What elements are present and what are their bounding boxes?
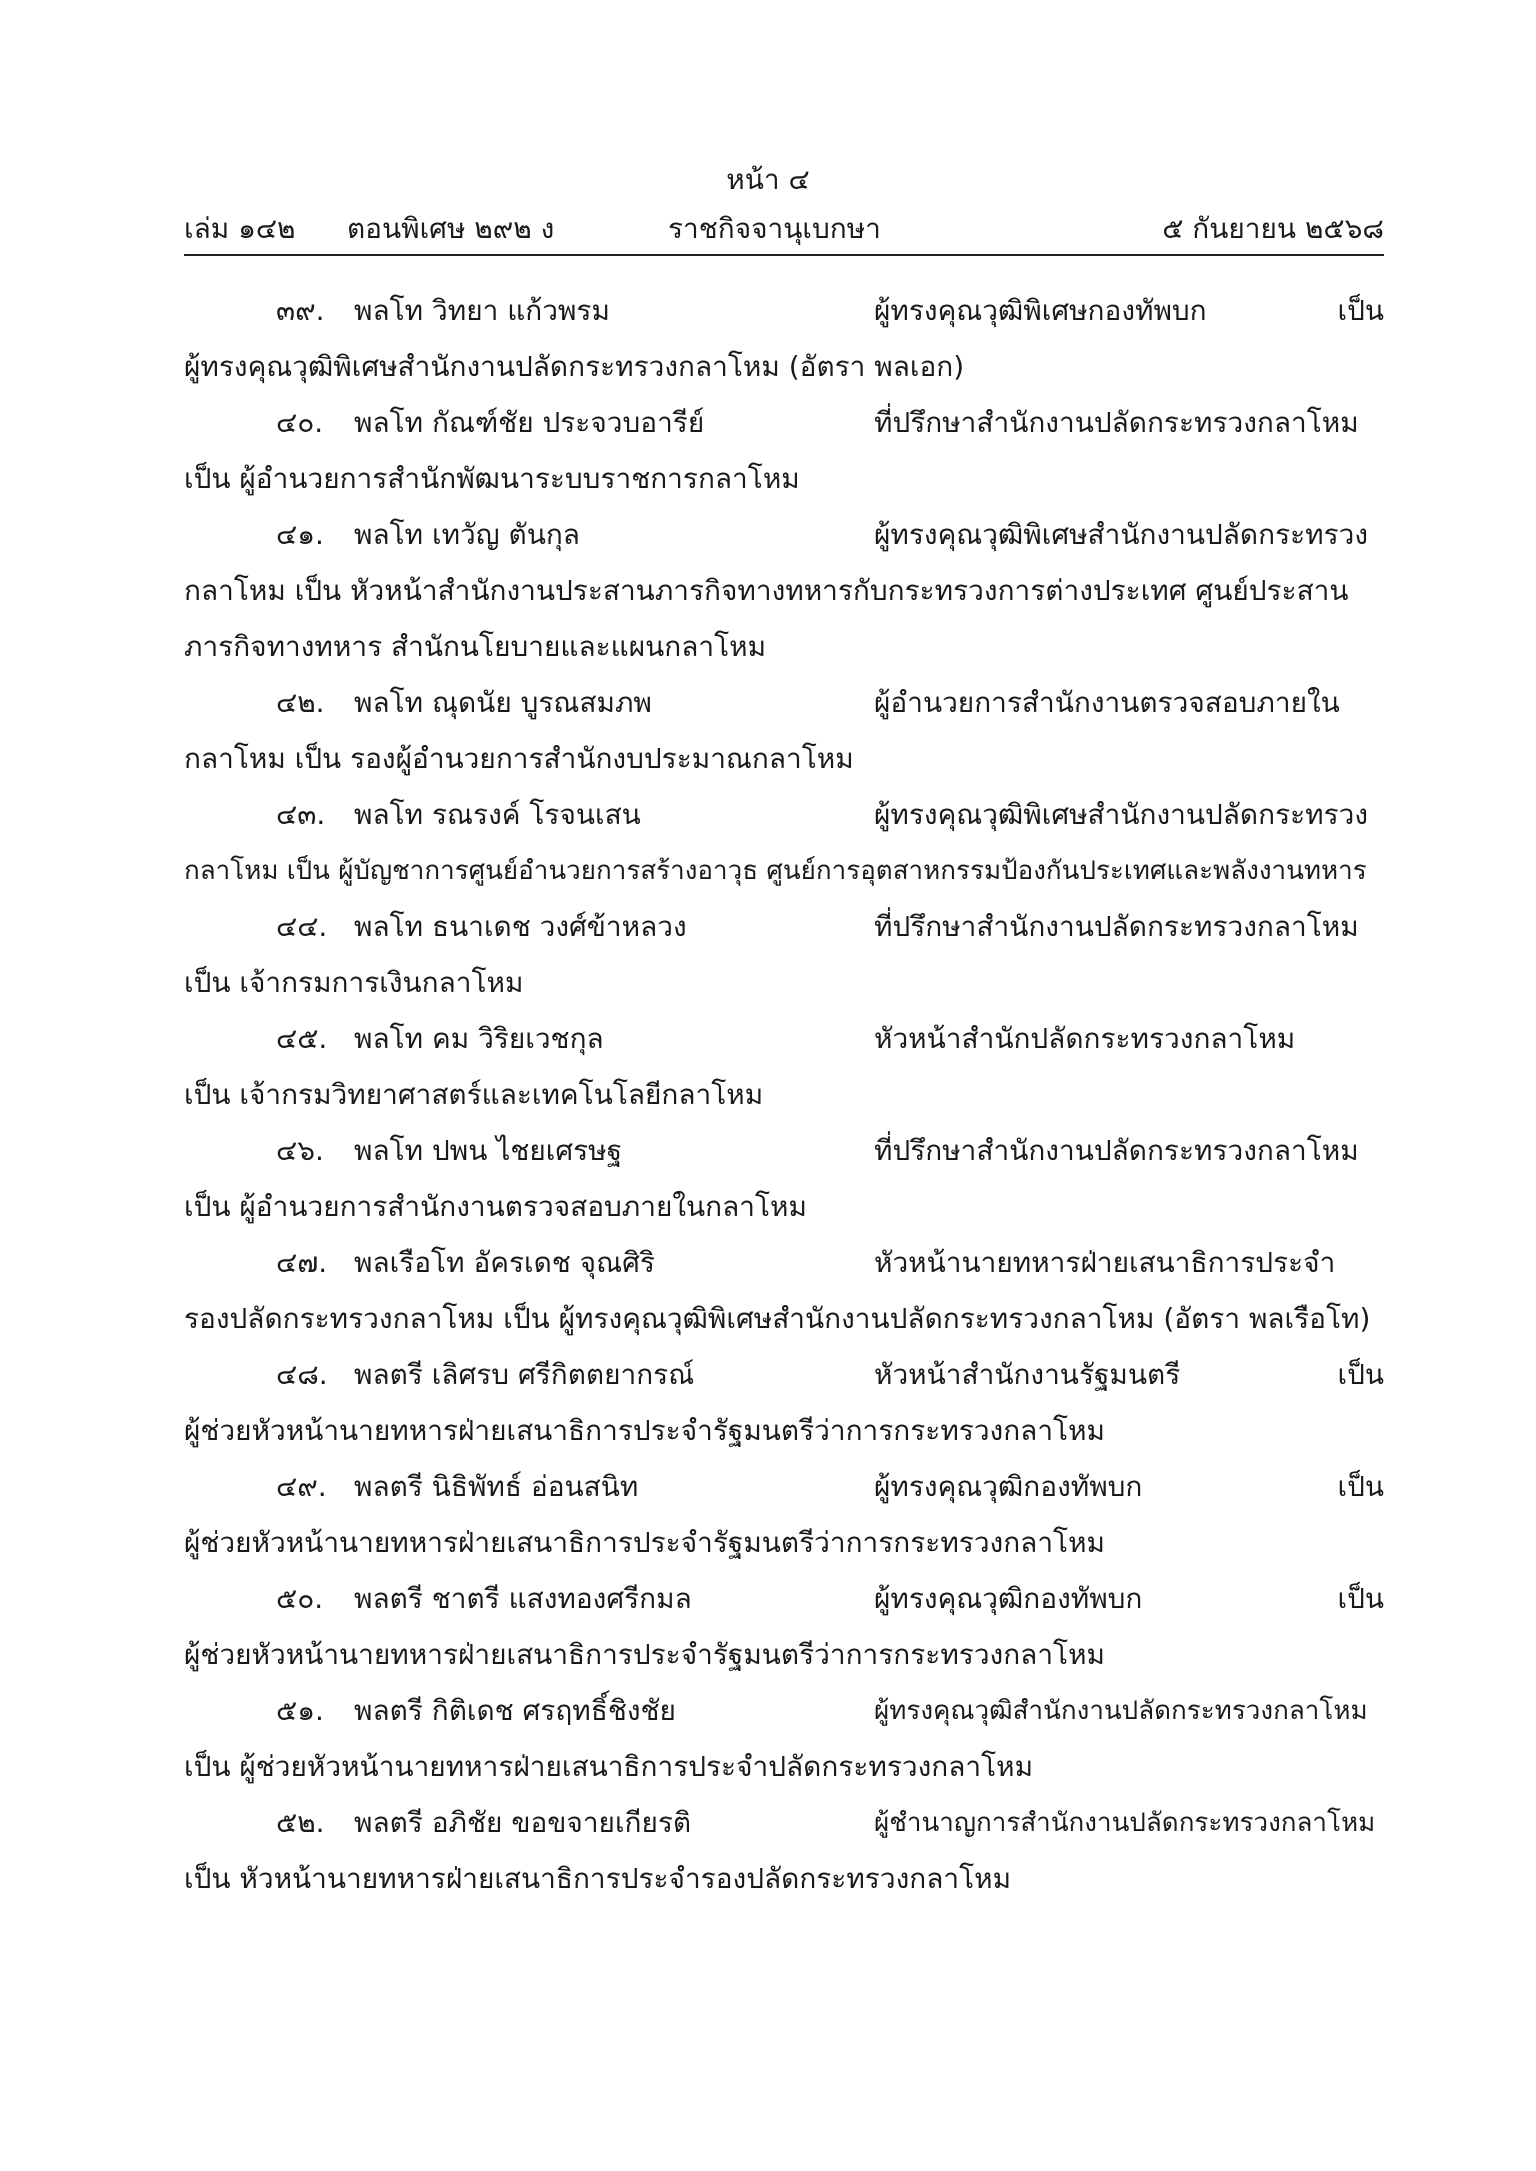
new-position-line: ผู้ช่วยหัวหน้านายทหารฝ่ายเสนาธิการประจำรัฐมนตรีว่าการกระทรวงกลาโหม	[184, 1414, 1106, 1447]
appointment-entry	[184, 787, 1384, 899]
appointment-entry	[184, 1683, 1384, 1795]
appointment-list	[184, 283, 1384, 1907]
current-position: ผู้ทรงคุณวุฒิกองทัพบก เป็น	[874, 1470, 1384, 1503]
entry-number: ๓๙.	[276, 294, 325, 327]
gazette-title: ราชกิจจานุเบกษา	[668, 212, 881, 245]
entry-first-line	[184, 1683, 1384, 1739]
page-number: หน้า ๔	[726, 163, 810, 196]
entry-number: ๔๔.	[276, 910, 328, 943]
entry-number: ๕๑.	[276, 1694, 324, 1727]
officer-name: พลโท ณุดนัย บูรณสมภพ	[354, 686, 652, 719]
officer-name: พลโท วิทยา แก้วพรม	[354, 294, 610, 327]
current-position: ผู้อำนวยการสำนักงานตรวจสอบภายใน	[874, 686, 1340, 719]
officer-name: พลโท เทวัญ ตันกุล	[354, 518, 580, 551]
entry-first-line	[184, 1235, 1384, 1291]
new-position-line: ผู้ทรงคุณวุฒิพิเศษสำนักงานปลัดกระทรวงกลาโหม (อัตรา พลเอก)	[184, 350, 965, 383]
entry-first-line	[184, 1347, 1384, 1403]
new-position-line: กลาโหม เป็น รองผู้อำนวยการสำนักงบประมาณกลาโหม	[184, 742, 854, 775]
appointment-entry	[184, 899, 1384, 1011]
officer-name: พลโท ปพน ไชยเศรษฐ	[354, 1134, 623, 1167]
new-position-line: ผู้ช่วยหัวหน้านายทหารฝ่ายเสนาธิการประจำรัฐมนตรีว่าการกระทรวงกลาโหม	[184, 1526, 1106, 1559]
entry-first-line	[184, 899, 1384, 955]
officer-name: พลโท ธนาเดช วงศ์ข้าหลวง	[354, 910, 687, 943]
current-position: ที่ปรึกษาสำนักงานปลัดกระทรวงกลาโหม	[874, 1134, 1359, 1167]
entry-number: ๕๒.	[276, 1806, 325, 1839]
officer-name: พลตรี ชาตรี แสงทองศรีกมล	[354, 1582, 692, 1615]
appointment-entry	[184, 1347, 1384, 1459]
entry-number: ๔๓.	[276, 798, 326, 831]
new-position-line: รองปลัดกระทรวงกลาโหม เป็น ผู้ทรงคุณวุฒิพิเศษสำนักงานปลัดกระทรวงกลาโหม (อัตรา พลเรือโท)	[184, 1302, 1371, 1335]
new-position-line: ผู้ช่วยหัวหน้านายทหารฝ่ายเสนาธิการประจำรัฐมนตรีว่าการกระทรวงกลาโหม	[184, 1638, 1106, 1671]
officer-name: พลตรี นิธิพัทธ์ อ่อนสนิท	[354, 1470, 639, 1503]
entry-first-line	[184, 1795, 1384, 1851]
appointment-entry	[184, 507, 1384, 675]
new-position-line: เป็น ผู้อำนวยการสำนักพัฒนาระบบราชการกลาโหม	[184, 462, 800, 495]
new-position-line: กลาโหม เป็น หัวหน้าสำนักงานประสานภารกิจทางทหารกับกระทรวงการต่างประเทศ ศูนย์ประสาน	[184, 574, 1349, 607]
officer-name: พลตรี อภิชัย ขอขจายเกียรติ	[354, 1806, 692, 1839]
new-position-line: เป็น ผู้ช่วยหัวหน้านายทหารฝ่ายเสนาธิการประจำปลัดกระทรวงกลาโหม	[184, 1750, 1034, 1783]
officer-name: พลโท คม วิริยเวชกุล	[354, 1022, 604, 1055]
entry-first-line	[184, 787, 1384, 843]
officer-name: พลตรี กิติเดช ศรฤทธิ์ชิงชัย	[354, 1694, 676, 1727]
current-position: ที่ปรึกษาสำนักงานปลัดกระทรวงกลาโหม	[874, 910, 1359, 943]
appointment-entry	[184, 1235, 1384, 1347]
appointment-entry	[184, 283, 1384, 395]
entry-number: ๔๒.	[276, 686, 325, 719]
volume-label: เล่ม ๑๔๒	[184, 212, 296, 245]
header-divider	[184, 254, 1384, 256]
entry-first-line	[184, 283, 1384, 339]
entry-first-line	[184, 675, 1384, 731]
appointment-entry	[184, 675, 1384, 787]
gazette-header	[184, 207, 1384, 251]
entry-number: ๔๘.	[276, 1358, 328, 1391]
entry-number: ๔๙.	[276, 1470, 327, 1503]
current-position: ที่ปรึกษาสำนักงานปลัดกระทรวงกลาโหม	[874, 406, 1359, 439]
current-position: ผู้ชำนาญการสำนักงานปลัดกระทรวงกลาโหม	[874, 1808, 1376, 1838]
officer-name: พลตรี เลิศรบ ศรีกิตตยากรณ์	[354, 1358, 695, 1391]
entry-number: ๕๐.	[276, 1582, 324, 1615]
new-position-line: เป็น ผู้อำนวยการสำนักงานตรวจสอบภายในกลาโหม	[184, 1190, 807, 1223]
current-position: ผู้ทรงคุณวุฒิพิเศษสำนักงานปลัดกระทรวง	[874, 798, 1369, 831]
current-position: ผู้ทรงคุณวุฒิกองทัพบก เป็น	[874, 1582, 1384, 1615]
new-position-line: กลาโหม เป็น ผู้บัญชาการศูนย์อำนวยการสร้างอาวุธ ศูนย์การอุตสาหกรรมป้องกันประเทศและพลังงานทหาร	[184, 856, 1367, 886]
entry-first-line	[184, 1571, 1384, 1627]
current-position: หัวหน้าสำนักงานรัฐมนตรี เป็น	[874, 1358, 1384, 1391]
current-position: ผู้ทรงคุณวุฒิพิเศษสำนักงานปลัดกระทรวง	[874, 518, 1369, 551]
current-position: ผู้ทรงคุณวุฒิพิเศษกองทัพบก เป็น	[874, 294, 1384, 327]
new-position-line: เป็น หัวหน้านายทหารฝ่ายเสนาธิการประจำรองปลัดกระทรวงกลาโหม	[184, 1862, 1012, 1895]
officer-name: พลโท กัณฑ์ชัย ประจวบอารีย์	[354, 406, 705, 439]
officer-name: พลเรือโท อัครเดช จุณศิริ	[354, 1246, 655, 1279]
entry-number: ๔๗.	[276, 1246, 328, 1279]
appointment-entry	[184, 1459, 1384, 1571]
entry-first-line	[184, 1459, 1384, 1515]
current-position: หัวหน้าสำนักปลัดกระทรวงกลาโหม	[874, 1022, 1296, 1055]
new-position-line: เป็น เจ้ากรมวิทยาศาสตร์และเทคโนโลยีกลาโหม	[184, 1078, 764, 1111]
new-position-line: เป็น เจ้ากรมการเงินกลาโหม	[184, 966, 524, 999]
issue-label: ตอนพิเศษ ๒๙๒ ง	[347, 212, 555, 245]
entry-first-line	[184, 395, 1384, 451]
entry-first-line	[184, 1123, 1384, 1179]
entry-first-line	[184, 507, 1384, 563]
officer-name: พลโท รณรงค์ โรจนเสน	[354, 798, 641, 831]
appointment-entry	[184, 1011, 1384, 1123]
entry-first-line	[184, 1011, 1384, 1067]
publication-date: ๕ กันยายน ๒๕๖๘	[1162, 212, 1384, 245]
entry-number: ๔๖.	[276, 1134, 324, 1167]
appointment-entry	[184, 395, 1384, 507]
appointment-entry	[184, 1571, 1384, 1683]
entry-number: ๔๑.	[276, 518, 324, 551]
entry-number: ๔๕.	[276, 1022, 328, 1055]
appointment-entry	[184, 1795, 1384, 1907]
appointment-entry	[184, 1123, 1384, 1235]
entry-number: ๔๐.	[276, 406, 324, 439]
current-position: หัวหน้านายทหารฝ่ายเสนาธิการประจำ	[874, 1246, 1336, 1279]
new-position-line: ภารกิจทางทหาร สำนักนโยบายและแผนกลาโหม	[184, 630, 767, 663]
current-position: ผู้ทรงคุณวุฒิสำนักงานปลัดกระทรวงกลาโหม	[874, 1696, 1368, 1726]
